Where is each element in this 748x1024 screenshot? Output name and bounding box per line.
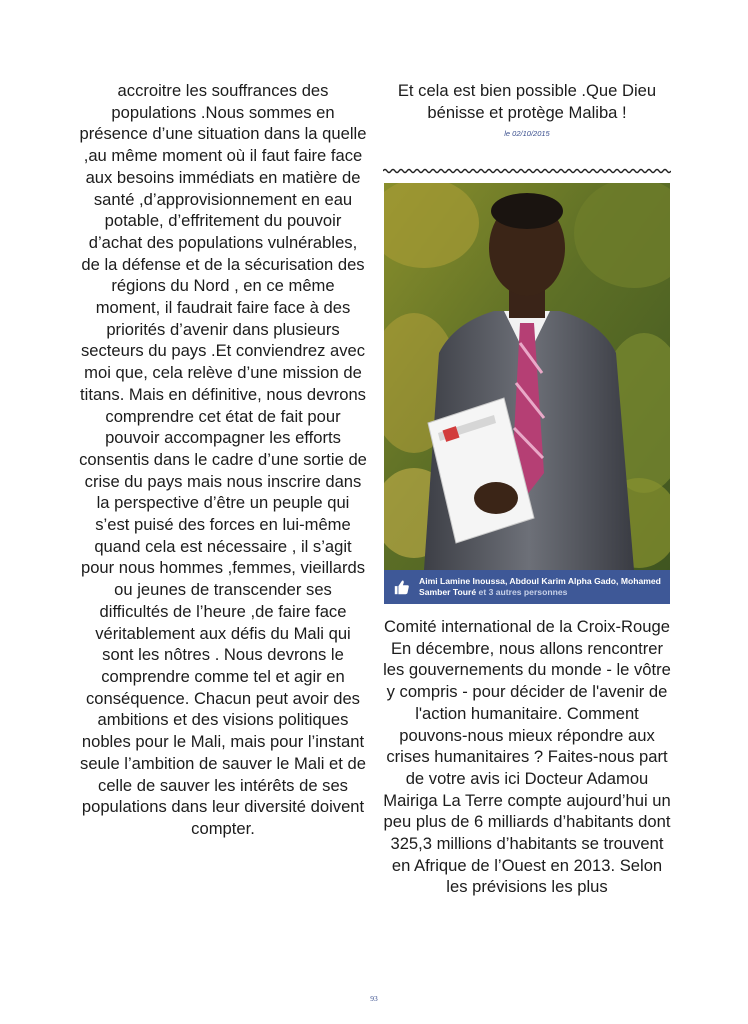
page-number: 93 bbox=[370, 994, 378, 1003]
thumbs-up-icon bbox=[391, 578, 413, 596]
portrait-illustration bbox=[384, 183, 670, 570]
right-column-top bbox=[382, 80, 672, 139]
article-date: le 02/10/2015 bbox=[504, 129, 550, 139]
left-column-text: accroitre les souffrances des populations .Nous sommes en présence d’une situation dans la quelle ,au même moment où il faut faire face aux besoins immédiats en matière de santé ,d’approvisionnement en eau potable, d’effritement du pouvoir d’achat des populations vulnérables, de la défense et de la sécurisation des régions du Nord , en ce même moment, il faudrait faire face à des priorités d’avenir dans plusieurs secteurs du pays .Et conviendrez avec moi que, cela relève d’une mission de titans. Mais en définitive, nous devrons comprendre cet état de fait pour pouvoir accompagner les efforts consentis dans le cadre d’une sortie de crise du pays mais nous inscrire dans la perspective d’être un peuple qui s’est puisé des forces en lui-même quand cela est nécessaire , il s’agit pour nous hommes ,femmes, vieillards ou jeunes de transcender ses difficultés de l’heure ,de faire face véritablement aux défis du Mali qui sont les nôtres . Nous devrons le comprendre comme tel et agir en conséquence. Chacun peut avoir des ambitions et des visions politiques nobles pour le Mali, mais pour l’instant seule l’ambition de sauver le Mali et de celle de sauver les intérêts de ses populations dans leur diversité doivent compter. bbox=[79, 81, 367, 838]
right-column-text: Comité international de la Croix-Rouge En décembre, nous allons rencontrer les gouvernements du monde - le vôtre y compris - pour décider de l'avenir de l'action humanitaire. Comment pouvons-nous mieux répondre aux crises humanitaires ? Faites-nous part de votre avis ici Docteur Adamou Mairiga La Terre compte aujourd’hui un peu plus de 6 milliards d’habitants dont 325,3 millions d’habitants se trouvent en Afrique de l’Ouest en 2013. Selon les prévisions les plus bbox=[383, 617, 671, 897]
photo-caption bbox=[419, 576, 670, 599]
closing-blessing: Et cela est bien possible .Que Dieu bénisse et protège Maliba ! bbox=[397, 81, 657, 122]
facebook-like-bar bbox=[384, 570, 670, 604]
portrait-photo bbox=[384, 183, 670, 570]
left-column bbox=[78, 80, 368, 840]
wavy-divider bbox=[383, 166, 671, 176]
tagged-names: Aimi Lamine Inoussa, Abdoul Karim Alpha Gado, Mohamed Samber Touré bbox=[419, 575, 661, 597]
right-column-body bbox=[382, 616, 672, 898]
tagged-others: et 3 autres personnes bbox=[478, 587, 568, 597]
